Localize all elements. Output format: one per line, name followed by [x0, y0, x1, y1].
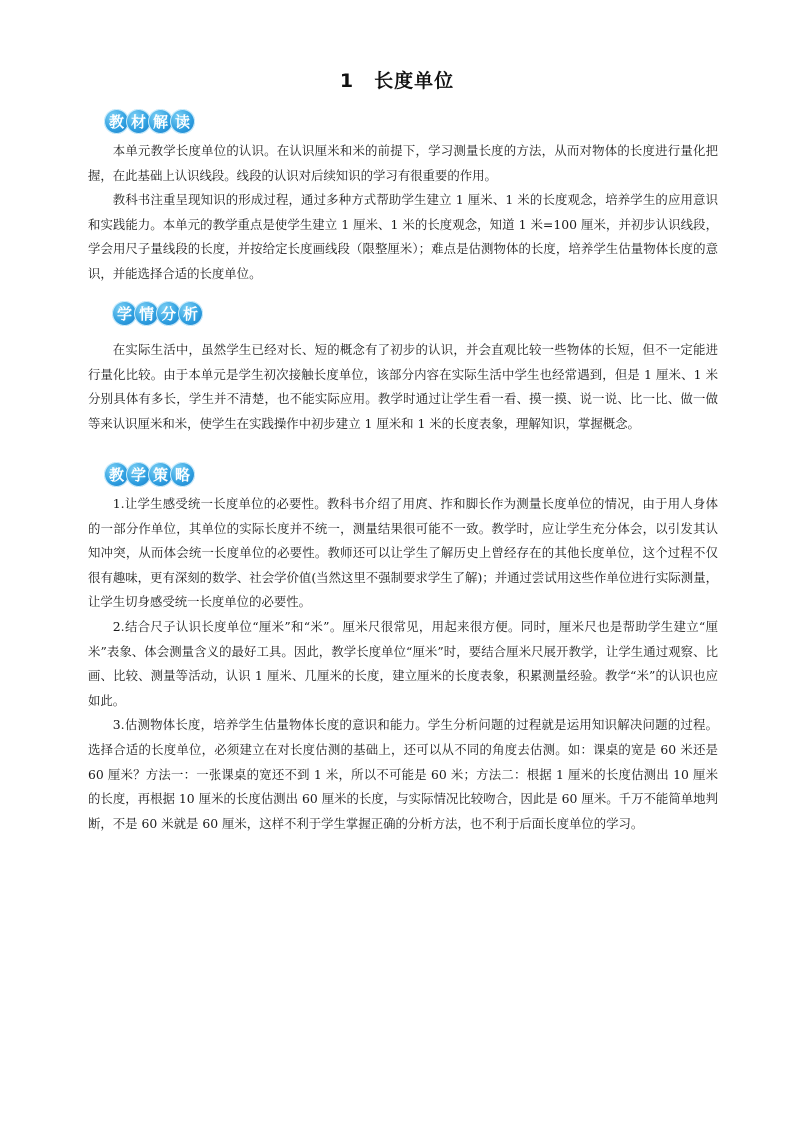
- section-body-teaching-strategy: [88, 492, 718, 836]
- section-heading-teaching-strategy: [104, 459, 192, 489]
- paragraph: 2.结合尺子认识长度单位“厘米”和“米”。厘米尺很常见，用起来很方便。同时，厘米尺也是帮助学生建立“厘米”表象、体会测量含义的最好工具。因此，教学长度单位“厘米”时，要结合厘米尺展开教学，让学生通过观察、比画、比较、测量等活动，认识 1 厘米、几厘米的长度，建立厘米的长度表象，积累测量经验。教学“米”的认识也应如此。: [88, 618, 718, 708]
- section-body-textbook-reading: [88, 139, 718, 287]
- paragraph: 3.估测物体长度，培养学生估量物体长度的意识和能力。学生分析问题的过程就是运用知识解决问题的过程。选择合适的长度单位，必须建立在对长度估测的基础上，还可以从不同的角度去估测。如：课桌的宽是 60 米还是 60 厘米？方法一：一张课桌的宽还不到 1 米，所以不可能是 60 米；方法二：根据 1 厘米的长度估测出 10 厘米的长度，再根据 10 厘米的长度估测出 60 厘米的长度，与实际情况比较吻合，因此是 60 厘米。千万不能简单地判断，不是 60 米就是 60 厘米，这样不利于学生掌握正确的分析方法，也不利于后面长度单位的学习。: [88, 717, 718, 831]
- heading-char: 学: [112, 301, 137, 326]
- heading-char: 教: [104, 462, 129, 487]
- heading-char: 分: [156, 301, 181, 326]
- paragraph: 本单元教学长度单位的认识。在认识厘米和米的前提下，学习测量长度的方法，从而对物体的长度进行量化把握，在此基础上认识线段。线段的认识对后续知识的学习有很重要的作用。: [88, 143, 718, 183]
- heading-char: 读: [170, 109, 195, 134]
- paragraph: 教科书注重呈现知识的形成过程，通过多种方式帮助学生建立 1 厘米、1 米的长度观念，培养学生的应用意识和实践能力。本单元的教学重点是使学生建立 1 厘米、1 米的长度观念，知道 1 米=100 厘米，并初步认识线段，学会用尺子量线段的长度，并按给定长度画线段（限整厘米）；难点是估测物体的长度，培养学生估量物体长度的意识，并能选择合适的长度单位。: [88, 192, 718, 281]
- heading-char: 教: [104, 109, 129, 134]
- section-heading-textbook-reading: [104, 106, 192, 136]
- heading-char: 材: [126, 109, 151, 134]
- heading-char: 析: [178, 301, 203, 326]
- heading-char: 解: [148, 109, 173, 134]
- paragraph: 1.让学生感受统一长度单位的必要性。教科书介绍了用庹、拃和脚长作为测量长度单位的情况，由于用人身体的一部分作单位，其单位的实际长度并不统一，测量结果很可能不一致。教学时，应让学生充分体会，以引发其认知冲突，从而体会统一长度单位的必要性。教师还可以让学生了解历史上曾经存在的其他长度单位，这个过程不仅很有趣味，更有深刻的数学、社会学价值(当然这里不强制要求学生了解)；并通过尝试用这些作单位进行实际测量，让学生切身感受统一长度单位的必要性。: [88, 496, 718, 610]
- heading-char: 情: [134, 301, 159, 326]
- heading-char: 策: [148, 462, 173, 487]
- page-title: 1 长度单位: [339, 70, 455, 92]
- section-heading-learner-analysis: [112, 298, 200, 328]
- paragraph: 在实际生活中，虽然学生已经对长、短的概念有了初步的认识，并会直观比较一些物体的长短，但不一定能进行量化比较。由于本单元是学生初次接触长度单位，该部分内容在实际生活中学生也经常遇到，但是 1 厘米、1 米分别具体有多长，学生并不清楚，也不能实际应用。教学时通过让学生看一看、摸一摸、说一说、比一比、做一做等来认识厘米和米，使学生在实践操作中初步建立 1 厘米和 1 米的长度表象，理解知识，掌握概念。: [88, 342, 718, 431]
- heading-char: 略: [170, 462, 195, 487]
- section-body-learner-analysis: [88, 338, 718, 436]
- heading-char: 学: [126, 462, 151, 487]
